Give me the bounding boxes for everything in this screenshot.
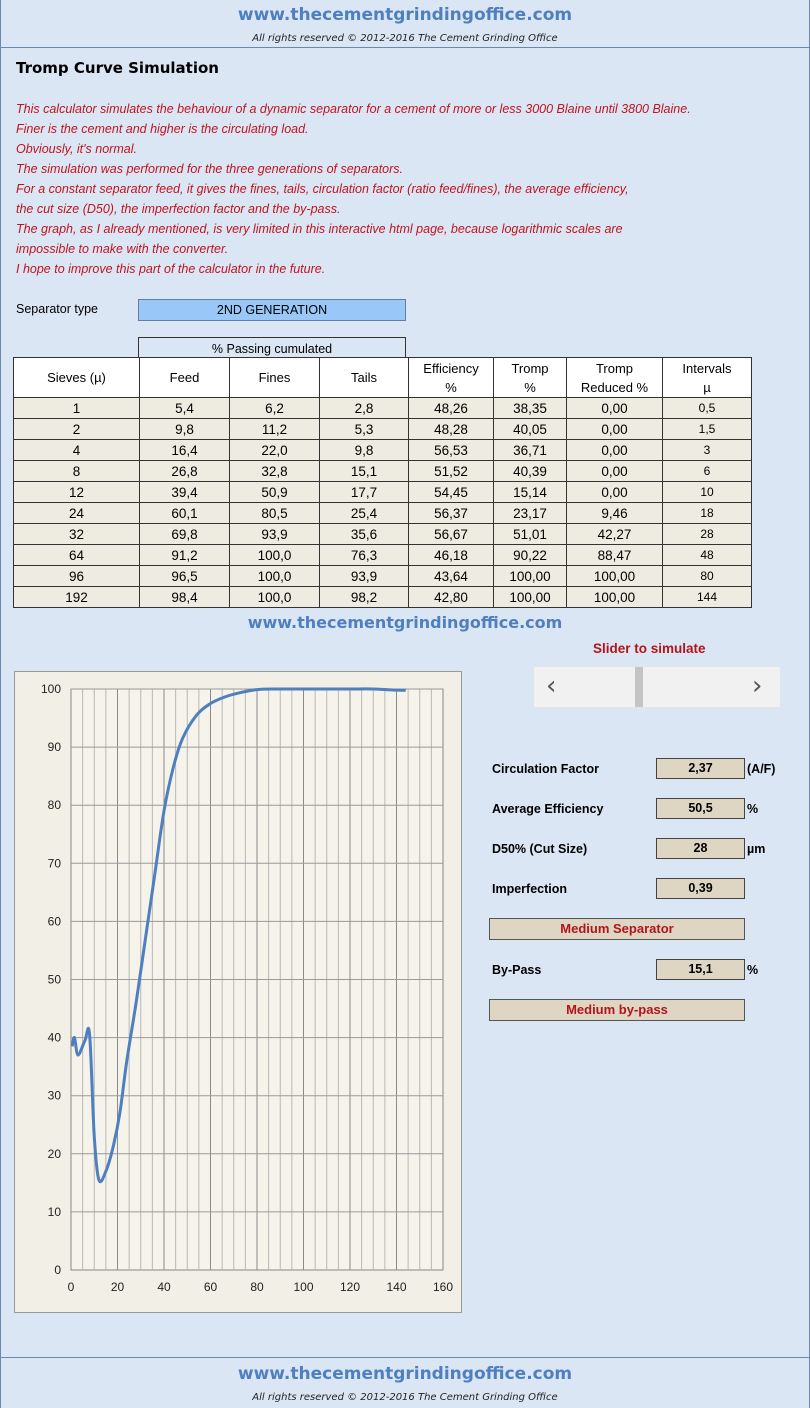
column-header <box>494 358 567 398</box>
table-cell: 93,9 <box>230 524 320 545</box>
column-header-text: Fines <box>258 370 291 385</box>
table-cell: 8 <box>14 461 140 482</box>
table-cell: 42,27 <box>567 524 663 545</box>
column-header-text: % <box>445 379 457 395</box>
average-efficiency-label: Average Efficiency <box>492 802 604 816</box>
description-line: Finer is the cement and higher is the circulating load. <box>16 122 309 136</box>
table-cell: 16,4 <box>140 440 230 461</box>
y-tick-label: 90 <box>47 740 61 755</box>
table-cell: 100,0 <box>230 587 320 608</box>
y-tick-label: 80 <box>47 798 61 813</box>
separator-type-select[interactable]: 2ND GENERATION <box>138 299 406 321</box>
column-header-text: Tromp <box>595 360 634 376</box>
table-row <box>14 566 752 587</box>
table-cell: 26,8 <box>140 461 230 482</box>
slider-left-arrow[interactable]: ‹ <box>546 671 557 701</box>
description-line: For a constant separator feed, it gives the fines, tails, circulation factor (ratio feed/fines), the average efficiency, <box>16 182 629 196</box>
table-cell: 22,0 <box>230 440 320 461</box>
x-tick-label: 20 <box>110 1280 125 1294</box>
column-header-text: Sieves (µ) <box>47 370 106 385</box>
table-row <box>14 482 752 503</box>
bypass-unit: % <box>747 963 759 977</box>
table-cell: 100,00 <box>494 587 567 608</box>
y-tick-label: 0 <box>54 1263 61 1277</box>
table-cell: 12 <box>14 482 140 503</box>
column-header-text: Intervals <box>682 360 732 376</box>
passing-group-header: % Passing cumulated <box>138 337 406 358</box>
table-cell: 100,00 <box>567 566 663 587</box>
table-cell: 98,4 <box>140 587 230 608</box>
sieve-table <box>13 357 752 608</box>
table-cell: 88,47 <box>567 545 663 566</box>
circulation-factor-label: Circulation Factor <box>492 762 599 776</box>
table-cell: 0,00 <box>567 461 663 482</box>
table-cell: 64 <box>14 545 140 566</box>
imperfection-value: 0,39 <box>656 878 745 899</box>
x-tick-label: 0 <box>67 1280 75 1294</box>
table-cell: 0,5 <box>663 398 752 419</box>
table-cell: 35,6 <box>320 524 409 545</box>
column-header-text: Efficiency <box>423 360 479 376</box>
separator-category-badge: Medium Separator <box>489 918 745 940</box>
description-line: The simulation was performed for the three generations of separators. <box>16 162 404 176</box>
slider-label: Slider to simulate <box>593 641 706 656</box>
d50-unit: µm <box>747 842 766 856</box>
table-cell: 23,17 <box>494 503 567 524</box>
table-cell: 0,00 <box>567 482 663 503</box>
table-cell: 2,8 <box>320 398 409 419</box>
x-tick-label: 120 <box>339 1280 361 1294</box>
bottom-copyright: All rights reserved © 2012-2016 The Cement Grinding Office <box>252 1392 558 1403</box>
circulation-factor-unit: (A/F) <box>747 762 776 776</box>
top-site-link[interactable]: www.thecementgrindingoffice.com <box>237 5 573 25</box>
table-row <box>14 524 752 545</box>
table-row <box>14 440 752 461</box>
table-cell: 9,8 <box>140 419 230 440</box>
table-cell: 15,1 <box>320 461 409 482</box>
table-cell: 100,00 <box>494 566 567 587</box>
y-tick-label: 10 <box>47 1204 61 1219</box>
table-cell: 100,00 <box>567 587 663 608</box>
table-cell: 48,28 <box>409 419 494 440</box>
description-line: Obviously, it's normal. <box>16 142 137 156</box>
table-row <box>14 398 752 419</box>
table-cell: 56,53 <box>409 440 494 461</box>
table-cell: 6,2 <box>230 398 320 419</box>
table-row <box>14 461 752 482</box>
table-cell: 0,00 <box>567 419 663 440</box>
description-line: This calculator simulates the behaviour of a dynamic separator for a cement of more or less 3000 Blaine until 3800 Blaine. <box>16 102 691 116</box>
mid-site-link[interactable]: www.thecementgrindingoffice.com <box>247 613 563 632</box>
table-cell: 100,0 <box>230 545 320 566</box>
table-cell: 25,4 <box>320 503 409 524</box>
table-cell: 17,7 <box>320 482 409 503</box>
column-header-text: µ <box>703 379 711 395</box>
x-tick-label: 140 <box>386 1280 407 1294</box>
table-cell: 80 <box>663 566 752 587</box>
table-cell: 32,8 <box>230 461 320 482</box>
description-line: The graph, as I already mentioned, is very limited in this interactive html page, because logarithmic scales are <box>16 222 623 236</box>
d50-label: D50% (Cut Size) <box>492 842 588 856</box>
table-cell: 3 <box>663 440 752 461</box>
table-cell: 192 <box>14 587 140 608</box>
table-cell: 4 <box>14 440 140 461</box>
column-header-text: Feed <box>169 370 200 385</box>
table-cell: 46,18 <box>409 545 494 566</box>
left-border <box>0 0 1 1408</box>
y-tick-label: 60 <box>47 914 61 929</box>
description-line: the cut size (D50), the imperfection factor and the by-pass. <box>16 202 341 216</box>
table-cell: 40,39 <box>494 461 567 482</box>
table-cell: 40,05 <box>494 419 567 440</box>
description-line: impossible to make with the converter. <box>16 242 229 256</box>
table-cell: 90,22 <box>494 545 567 566</box>
simulation-slider[interactable] <box>533 666 781 708</box>
tromp-chart <box>14 671 462 1313</box>
top-copyright: All rights reserved © 2012-2016 The Cement Grinding Office <box>252 33 558 44</box>
table-cell: 56,67 <box>409 524 494 545</box>
y-tick-label: 50 <box>47 972 61 987</box>
y-tick-label: 30 <box>47 1088 61 1103</box>
table-cell: 5,3 <box>320 419 409 440</box>
table-cell: 54,45 <box>409 482 494 503</box>
table-cell: 80,5 <box>230 503 320 524</box>
table-cell: 1 <box>14 398 140 419</box>
bypass-value: 15,1 <box>656 959 745 980</box>
table-cell: 9,46 <box>567 503 663 524</box>
x-tick-label: 60 <box>203 1280 218 1294</box>
table-header-row <box>14 358 752 398</box>
slider-right-arrow[interactable]: › <box>752 671 763 701</box>
table-cell: 10 <box>663 482 752 503</box>
x-tick-label: 160 <box>432 1280 454 1294</box>
table-cell: 0,00 <box>567 398 663 419</box>
table-cell: 18 <box>663 503 752 524</box>
table-cell: 2 <box>14 419 140 440</box>
bottom-site-link[interactable]: www.thecementgrindingoffice.com <box>237 1364 573 1384</box>
table-cell: 96 <box>14 566 140 587</box>
column-header <box>14 358 140 398</box>
x-tick-label: 80 <box>250 1280 264 1294</box>
table-cell: 1,5 <box>663 419 752 440</box>
table-cell: 96,5 <box>140 566 230 587</box>
column-header-text: Tails <box>350 370 377 385</box>
table-cell: 11,2 <box>230 419 320 440</box>
top-divider <box>0 47 810 48</box>
table-cell: 5,4 <box>140 398 230 419</box>
column-header-text: % <box>524 379 536 395</box>
table-row <box>14 545 752 566</box>
table-cell: 69,8 <box>140 524 230 545</box>
y-tick-label: 70 <box>47 856 61 871</box>
average-efficiency-value: 50,5 <box>656 798 745 819</box>
table-cell: 39,4 <box>140 482 230 503</box>
y-tick-label: 40 <box>47 1030 61 1045</box>
table-cell: 15,14 <box>494 482 567 503</box>
table-cell: 48 <box>663 545 752 566</box>
table-cell: 91,2 <box>140 545 230 566</box>
circulation-factor-value: 2,37 <box>656 758 745 779</box>
table-cell: 100,0 <box>230 566 320 587</box>
table-cell: 0,00 <box>567 440 663 461</box>
column-header <box>320 358 409 398</box>
separator-type-label: Separator type <box>16 302 98 316</box>
bypass-label: By-Pass <box>492 963 542 977</box>
column-header <box>230 358 320 398</box>
table-cell: 56,37 <box>409 503 494 524</box>
table-cell: 6 <box>663 461 752 482</box>
bypass-category-badge: Medium by-pass <box>489 999 745 1021</box>
table-cell: 42,80 <box>409 587 494 608</box>
imperfection-label: Imperfection <box>492 882 568 896</box>
description-line: I hope to improve this part of the calculator in the future. <box>16 262 326 276</box>
bottom-divider <box>0 1357 810 1358</box>
table-cell: 50,9 <box>230 482 320 503</box>
table-cell: 9,8 <box>320 440 409 461</box>
table-cell: 32 <box>14 524 140 545</box>
x-tick-label: 100 <box>293 1280 314 1294</box>
table-row <box>14 503 752 524</box>
table-cell: 93,9 <box>320 566 409 587</box>
d50-value: 28 <box>656 838 745 859</box>
table-row <box>14 587 752 608</box>
page-title: Tromp Curve Simulation <box>16 59 219 77</box>
y-tick-label: 100 <box>40 682 61 696</box>
tromp-chart-svg <box>15 672 461 1312</box>
table-cell: 51,52 <box>409 461 494 482</box>
table-cell: 98,2 <box>320 587 409 608</box>
table-row <box>14 419 752 440</box>
table-cell: 51,01 <box>494 524 567 545</box>
table-cell: 60,1 <box>140 503 230 524</box>
column-header <box>409 358 494 398</box>
table-cell: 144 <box>663 587 752 608</box>
y-tick-label: 20 <box>47 1146 61 1161</box>
column-header <box>140 358 230 398</box>
table-cell: 48,26 <box>409 398 494 419</box>
table-cell: 24 <box>14 503 140 524</box>
column-header <box>663 358 752 398</box>
x-tick-label: 40 <box>157 1280 171 1294</box>
column-header-text: Tromp <box>511 360 549 376</box>
table-cell: 36,71 <box>494 440 567 461</box>
table-cell: 28 <box>663 524 752 545</box>
average-efficiency-unit: % <box>747 802 759 816</box>
column-header-text: Reduced % <box>580 379 649 395</box>
table-cell: 76,3 <box>320 545 409 566</box>
table-cell: 43,64 <box>409 566 494 587</box>
table-cell: 38,35 <box>494 398 567 419</box>
slider-thumb[interactable] <box>635 667 643 707</box>
column-header <box>567 358 663 398</box>
